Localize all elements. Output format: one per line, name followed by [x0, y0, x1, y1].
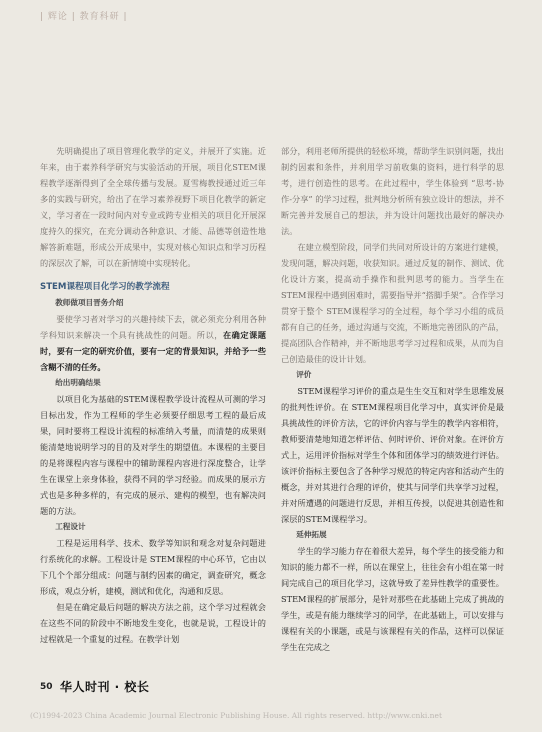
subheading-clear-results: 给出明确结果 — [55, 378, 101, 387]
left-paragraph-4: 工程是运用科学、技术、数学等知识和观念对复杂问题进行系统化的求解。工程设计是 STEM课程的中心环节，它由以下几个个部分组成：问题与制约因素的确定，调查研究，概念形成，观点分析，建模，测试和优化，沟通和反思。 — [40, 538, 266, 596]
section-tag: | 辉论 | 教育科研 | — [40, 12, 128, 22]
left-paragraph-5: 但是在确定最后问题的解决方法之前，这个学习过程就会在这些不同的阶段中不断地发生变化，也就是说，工程设计的过程就是一个重复的过程。在教学计划 — [40, 602, 266, 644]
section-title: STEM课程项目化学习的教学流程 — [40, 282, 170, 292]
subheading-engineering-design: 工程设计 — [55, 522, 86, 531]
subheading-project-intro: 教师做项目晋务介绍 — [55, 298, 124, 307]
magazine-title: 华人时刊 · 校长 — [60, 680, 150, 694]
subheading-extension: 延伸拓展 — [296, 530, 327, 539]
right-paragraph-3: STEM课程学习评价的重点是生生交互和对学生思维发展的批判性评价。在 STEM课程项目化学习中，真实评价是最具挑战性的评价方法，它的评价内容与学生的教学内容相符，教师要清楚地知道怎样评估、何时评价、评价对象。在评价方式上，运用评价指标对学生个体和团体学习的绩效进行评估。该评价指标主要包含了各种学习规范的特定内容和活动产生的概念，并对其进行合理的评价，使其与同学们共享学习过程，并对所遭遇的问题进行反思，并相互传授，以促进其创造性和深层的STEM课程学习。 — [281, 386, 504, 524]
page-number: 50 — [40, 682, 53, 692]
right-paragraph-2: 在建立模型阶段，同学们共同对所设计的方案进行建模，发现问题，解决问题，收获知识。通过反复的制作、测试、优化设计方案，提高动手操作和批判思考的能力。当学生在 STEM课程中遇到困难时，需要指导并“搭脚手架”。合作学习贯穿于整个 STEM课程学习的全过程，每个学习小组的成员都有自己的任务，通过沟通与交流，不断地完善团队的产品，提高团队合作精神，并不断地思考学习过程和成果，从而为自己创造最佳的设计计划。 — [281, 242, 504, 364]
left-paragraph-2-emphasis: 在确定课题时，要有一定的研究价值，要有一定的背景知识，并给予一些含糊不清的任务。 — [40, 330, 266, 372]
left-column — [40, 143, 266, 647]
left-paragraph-3: 以项目化为基础的STEM课程教学设计流程从可测的学习目标出发，作为工程师的学生必须要仔细思考工程的最后成果，同时要将工程设计流程的标准纳入考量，而清楚的成果则能清楚地说明学习的目的及对学生的期望值。本课程的主要目的是将课程内容与课程中的辅助课程内容进行深度整合，让学生在课堂上亲身体验，获得不同的学习经验。而成果的展示方式也是多种多样的，有完成的展示、建构的模型，也有解决问题的方法。 — [40, 394, 266, 516]
right-paragraph-4: 学生的学习能力存在着很大差异，每个学生的接受能力和知识的能力都不一样，所以在课堂上，往往会有小组在第一时间完成自己的项目化学习，这就导致了差异性教学的重要性。STEM课程的扩展部分，是针对那些在此基础上完成了挑战的学生，或是有能力继续学习的同学，在此基础上，可以安排与课程有关的小课题，或是与该课程有关的作品，这样可以保证学生在完成之 — [281, 546, 504, 652]
left-paragraph-1: 先明确提出了项目管理化教学的定义，并展开了实施。近年来，由于素养科学研究与实验活动的开展，项目化STEM课程教学逐渐得到了全全球传播与发展。夏雪梅教授通过近三年多的实践与研究，给出了在学习素养视野下项目化教学的新定义，学习者在一段时间内对专业或跨专业相关的项目化开展深度持久的探究，在充分调动各种意识、才能、品德等创造性地解答新难题，形成公开成果中，实现对核心知识点和学习历程的深层次了解，可以在新情境中实现转化。 — [40, 146, 266, 268]
left-paragraph-2-text: 要使学习者对学习的兴趣持续下去，就必须充分利用各种学科知识来解决一个具有挑战性的问题。所以， — [40, 314, 266, 340]
left-paragraph-2 — [40, 311, 266, 375]
copyright-notice: (C)1994-2023 China Academic Journal Electronic Publishing House. All rights reserved. http://www.cnki.net — [30, 711, 442, 720]
subheading-evaluation: 评价 — [296, 370, 312, 379]
right-column — [281, 143, 504, 655]
right-paragraph-1: 部分，利用老师所提供的轻松环境，帮助学生识别问题，找出制约因素和条件，并利用学习前收集的资料，进行科学的思考，进行创造性的思考。在此过程中，学生体验到 “思考-协作-分享” 的学习过程，批判地分析所有独立设计的想法，并不断完善并发展自己的想法，并为设计问题找出最好的解决办法。 — [281, 146, 504, 236]
